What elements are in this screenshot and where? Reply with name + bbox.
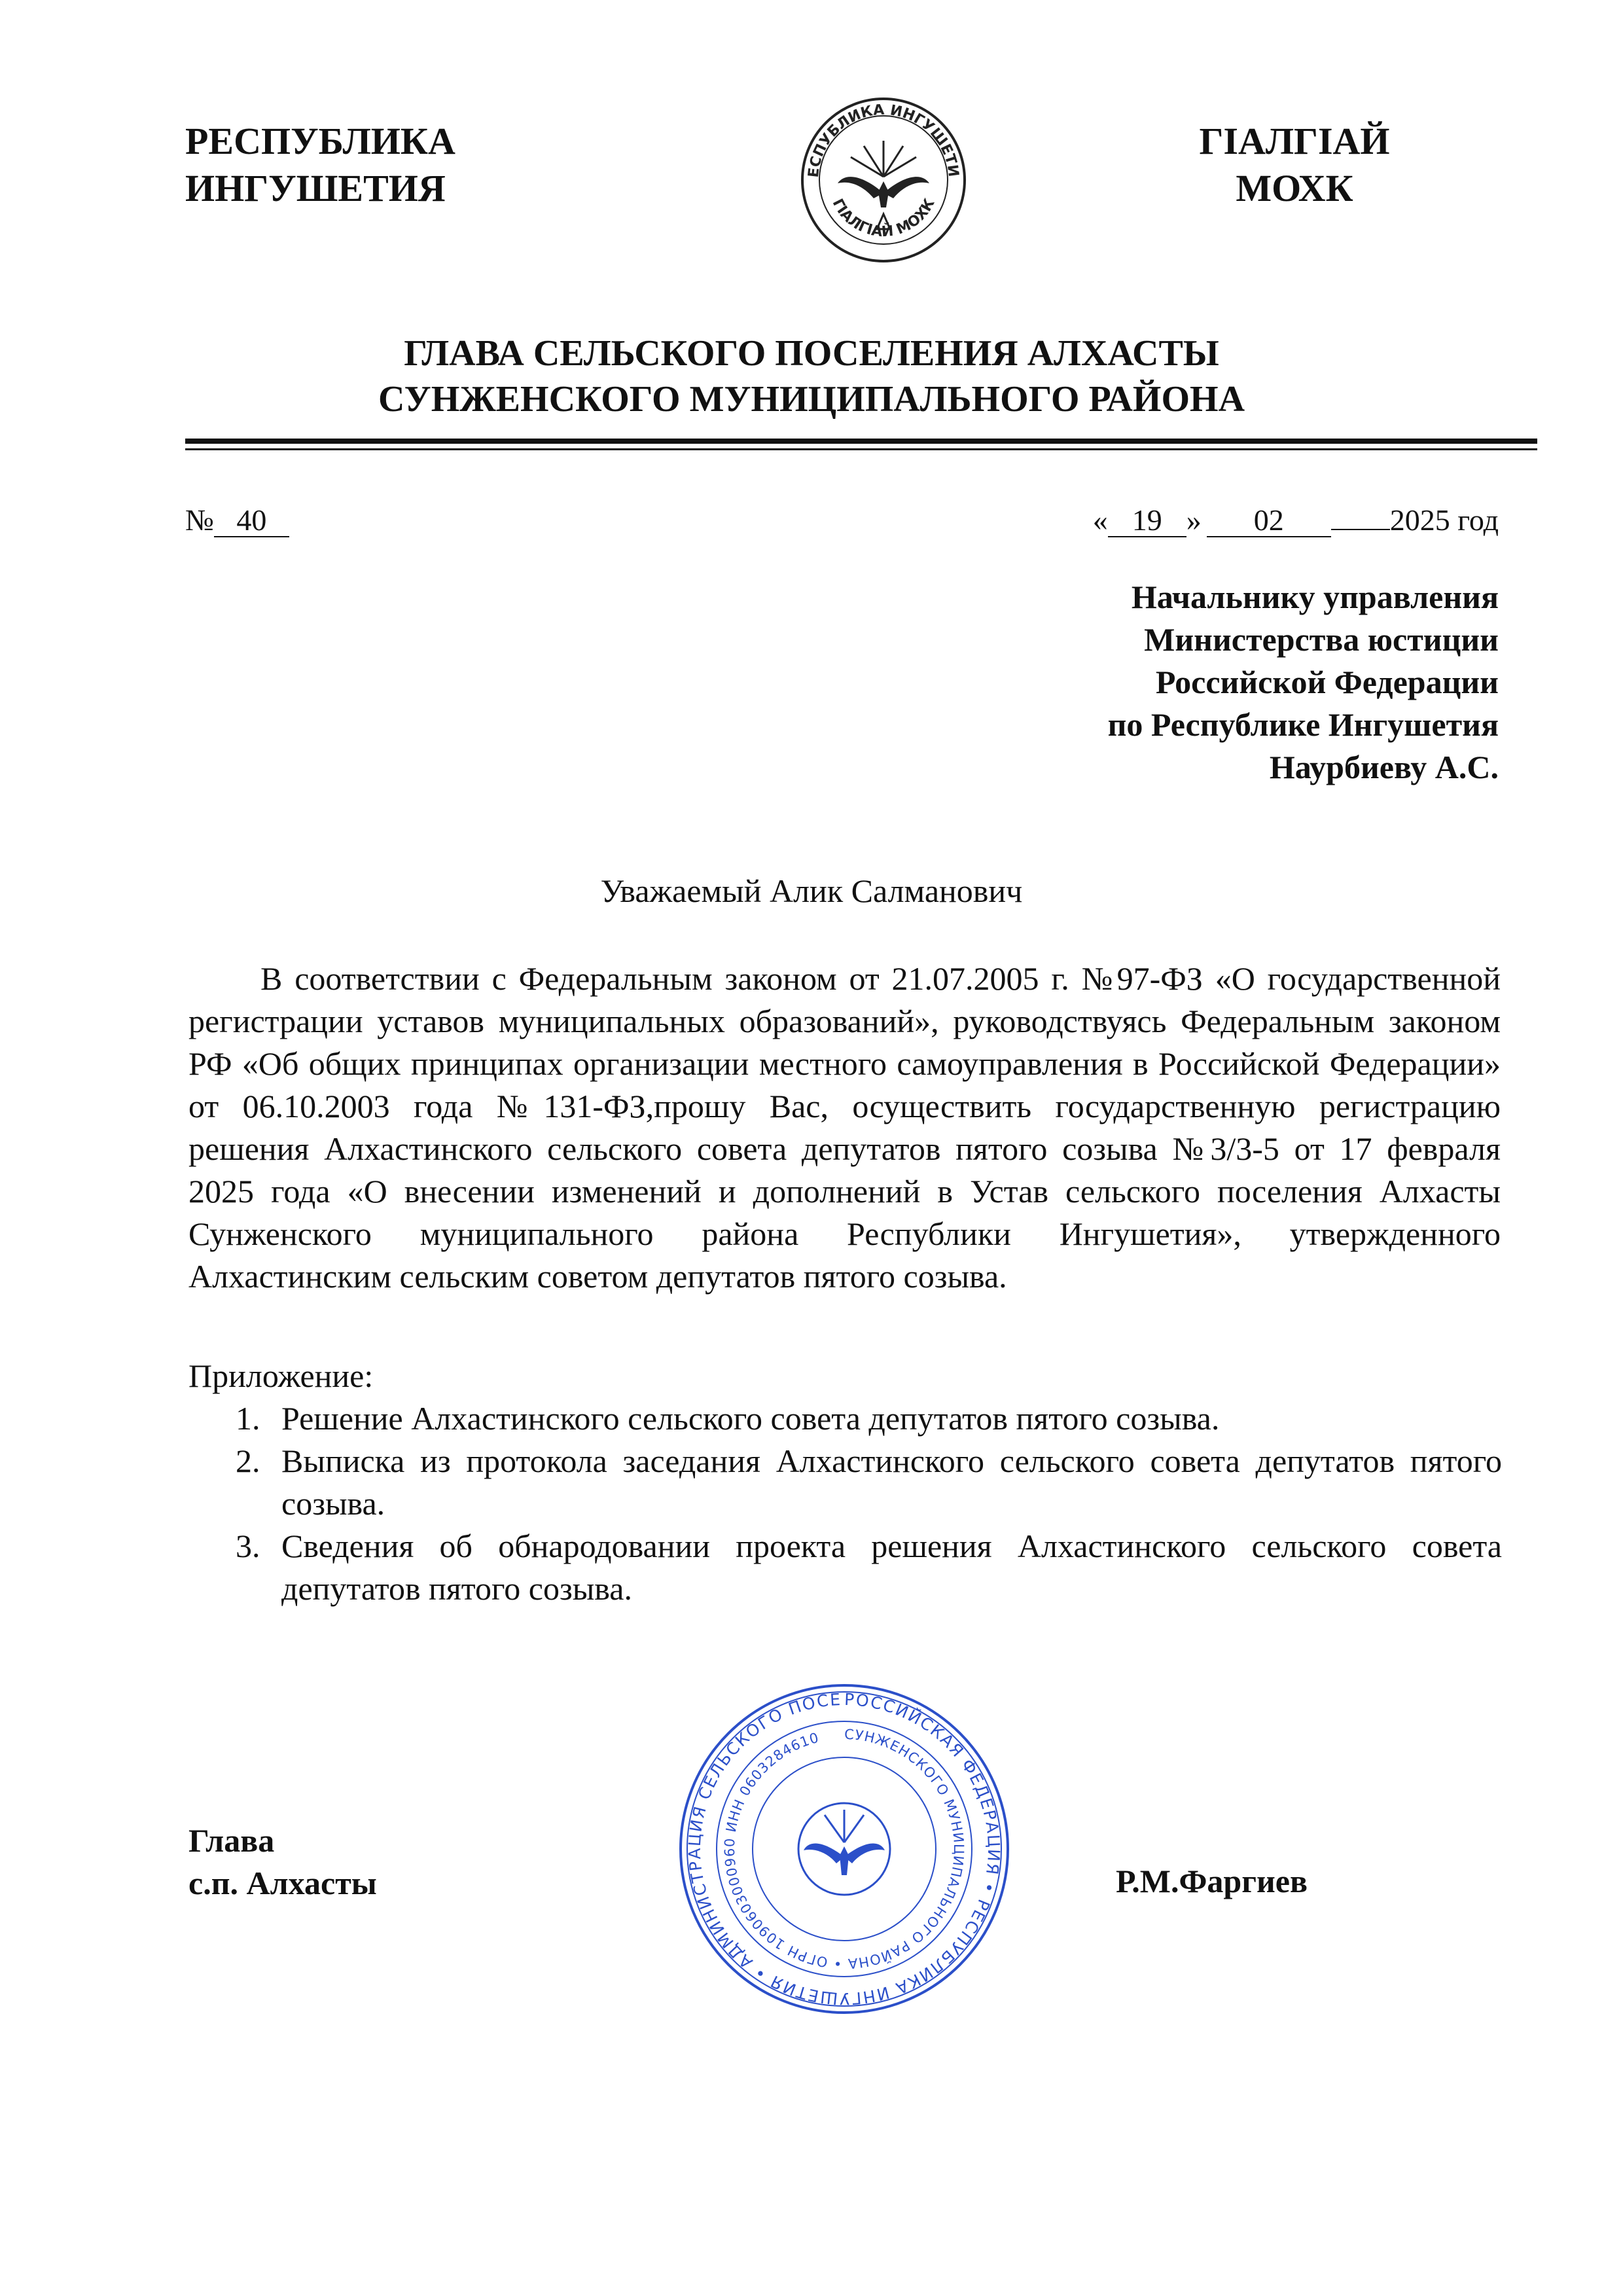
emblem-top-text: ЕСПУБЛИКА ИНГУШЕТИ: [805, 101, 962, 179]
header-right: [1196, 118, 1393, 212]
organization-title-line1: ГЛАВА СЕЛЬСКОГО ПОСЕЛЕНИЯ АЛХАСТЫ: [404, 333, 1219, 374]
addressee-line4: по Республике Ингушетия: [1107, 706, 1499, 743]
svg-text:РЕСПУБЛИКА ИНГУШЕТИЯ: [798, 95, 961, 178]
coat-of-arms-icon: [798, 95, 969, 265]
annex-item: [229, 1525, 1502, 1610]
signatory-name: Р.М.Фаргиев: [1116, 1863, 1308, 1899]
addressee-block: [1108, 576, 1499, 789]
addressee-line3: Российской Федерации: [1155, 664, 1499, 700]
date-month: 02: [1207, 505, 1331, 537]
annex-item-text: Сведения об обнародовании проекта решения Алхастинского сельского совета депутатов пятого созыва.: [281, 1528, 1502, 1607]
signatory-position-line1: Глава: [188, 1822, 275, 1859]
document-date: [1093, 503, 1499, 537]
header-left-line2: ИНГУШЕТИЯ: [185, 167, 446, 209]
header-right-line2: МОХК: [1236, 167, 1353, 209]
header-right-line1: ГIАЛГIАЙ: [1199, 120, 1390, 162]
addressee-line2: Министерства юстиции: [1144, 621, 1499, 658]
date-open-quote: «: [1092, 503, 1108, 537]
document-number-prefix: №: [185, 503, 214, 537]
signatory-position-line2: с.п. Алхасты: [188, 1865, 377, 1901]
signatory-position: [188, 1820, 377, 1905]
header-left: [185, 118, 455, 212]
annex-item: [229, 1440, 1502, 1525]
letter-body: [188, 958, 1501, 1298]
annex-item-number: 2.: [236, 1443, 260, 1479]
date-spacer: [1331, 529, 1390, 530]
official-seal-icon: [674, 1679, 1014, 2019]
seal-outer-text: РОССИЙСКАЯ ФЕДЕРАЦИЯ • РЕСПУБЛИКА ИНГУШЕТИЯ • АДМИНИСТРАЦИЯ СЕЛЬСКОГО ПОСЕ: [685, 1689, 1004, 2009]
document-number: [185, 503, 289, 537]
document-number-value: 40: [214, 505, 289, 537]
emblem-bottom-text: ГIАЛГIАЙ МОХК: [829, 196, 938, 241]
header-divider-thin: [185, 448, 1537, 450]
annex-item-number: 3.: [236, 1528, 260, 1564]
seal-inner-text: СУНЖЕНСКОГО МУНИЦИПАЛЬНОГО РАЙОНА • ОГРН 1090603000960 ИНН 0603284610: [721, 1726, 967, 1972]
date-year: 2025 год: [1389, 503, 1499, 537]
annex-item-text: Решение Алхастинского сельского совета депутатов пятого созыва.: [281, 1400, 1220, 1437]
header-divider-thick: [185, 439, 1537, 444]
date-close-quote: »: [1186, 503, 1202, 537]
organization-title-line2: СУНЖЕНСКОГО МУНИЦИПАЛЬНОГО РАЙОНА: [378, 379, 1245, 420]
body-paragraph: В соответствии с Федеральным законом от 21.07.2005 г. №97-ФЗ «О государственной регистрации уставов муниципальных образований», руководствуясь Федеральным законом РФ «Об общих принципах организации местного самоуправления в Российской Федерации» от 06.10.2003 года №131-ФЗ,прошу Вас, осуществить государственную регистрацию решения Алхастинского сельского совета депутатов пятого созыва №3/3-5 от 17 февраля 2025 года «О внесении изменений и дополнений в Устав сельского поселения Алхасты Сунженского муниципального района Республики Ингушетия», утвержденного Алхастинским сельским советом депутатов пятого созыва.: [188, 960, 1501, 1295]
date-day: 19: [1108, 505, 1186, 537]
annex-item: [229, 1397, 1502, 1440]
organization-title: [0, 331, 1623, 422]
annex-title: Приложение:: [188, 1357, 374, 1394]
annex-item-text: Выписка из протокола заседания Алхастинского сельского совета депутатов пятого созыва.: [281, 1443, 1502, 1522]
annex-item-number: 1.: [236, 1400, 260, 1437]
annex-list: [229, 1397, 1502, 1610]
addressee-line5: Наурбиеву А.С.: [1269, 749, 1499, 785]
header-left-line1: РЕСПУБЛИКА: [185, 120, 455, 162]
addressee-line1: Начальнику управления: [1131, 579, 1499, 615]
salutation: Уважаемый Алик Салманович: [600, 872, 1023, 909]
